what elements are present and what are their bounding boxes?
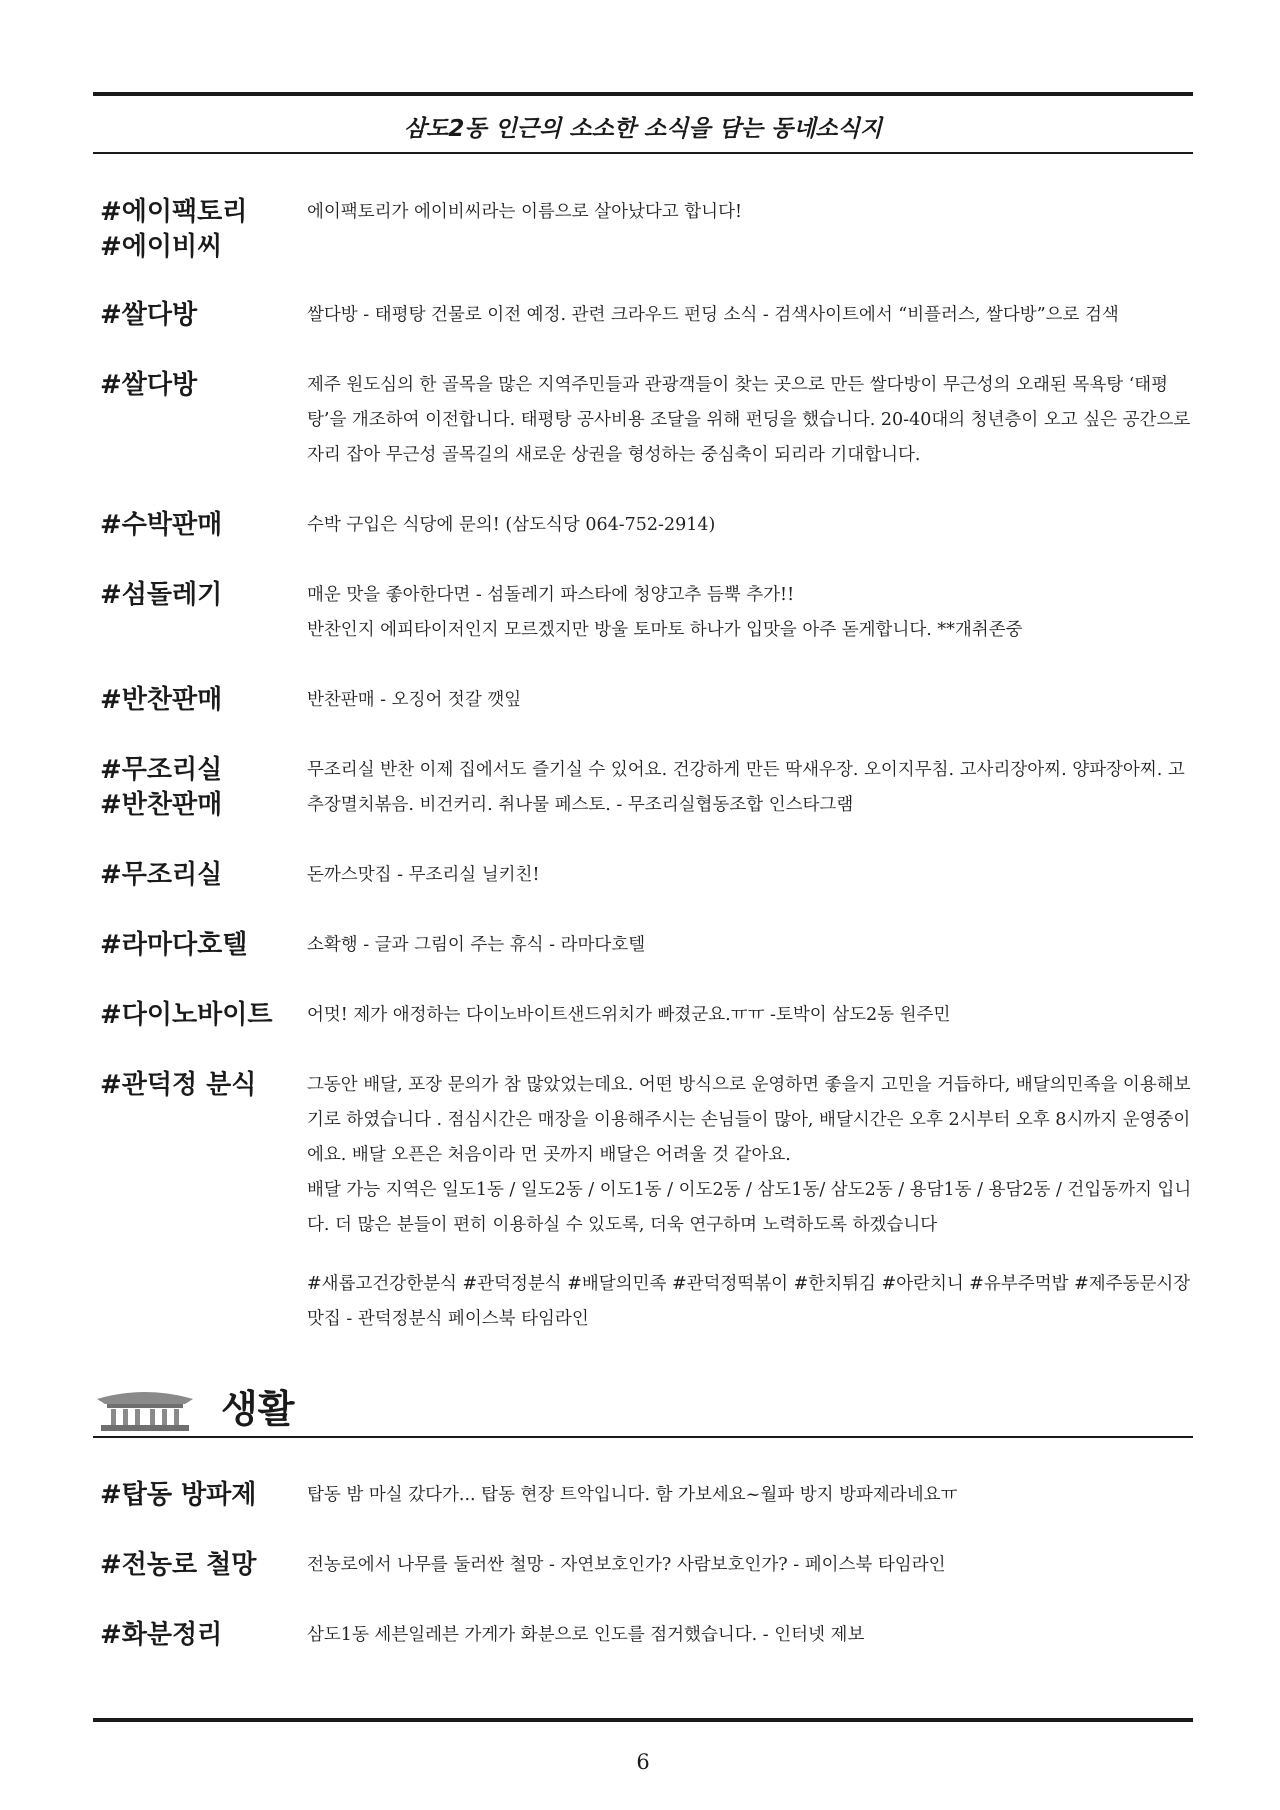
entry-text: 매운 맛을 좋아한다면 - 섬돌레기 파스타에 청양고추 듬뿍 추가!! [307, 585, 795, 605]
entry-tags [100, 858, 300, 893]
header-bottom-rule [93, 152, 1193, 154]
entry-tags [100, 753, 300, 823]
hashtag: #화분정리 [100, 1620, 223, 1650]
hashtag: #무조리실 [100, 755, 223, 785]
hashtag: #무조리실 [100, 860, 223, 890]
section-title: 생활 [221, 1387, 295, 1431]
entry-body [307, 753, 1197, 823]
entry-text: 수박 구입은 식당에 문의! (삼도식당 064-752-2914) [307, 515, 716, 535]
section-rule [93, 1436, 1193, 1438]
entry-body [307, 578, 1197, 648]
hashtag: #라마다호텔 [100, 930, 248, 960]
traditional-pavilion-icon [93, 1387, 197, 1433]
entry-tags [100, 998, 300, 1033]
entry-tags [100, 1068, 300, 1103]
life-section-heading [93, 1385, 1193, 1437]
entry-text: 제주 원도심의 한 골목을 많은 지역주민들과 관광객들이 찾는 곳으로 만든 쌀다방이 무근성의 오래된 목욕탕 ‘태평탕’을 개조하여 이전합니다. 태평탕 공사비용 조달을 위해 펀딩을 했습니다. 20-40대의 청년층이 오고 싶은 공간으로 자리 잡아 무근성 골목길의 새로운 상권을 형성하는 중심축이 되리라 기대합니다. [307, 375, 1191, 465]
entry-tags [100, 928, 300, 963]
entry-text: 반찬인지 에피타이저인지 모르겠지만 방울 토마토 하나가 입맛을 아주 돋게합니다. **개취존중 [307, 620, 1023, 640]
entry-text: 돈까스맛집 - 무조리실 닐키친! [307, 865, 540, 885]
newsletter-title: 삼도2동 인근의 소소한 소식을 담는 동네소식지 [403, 116, 883, 142]
entry-body [307, 1548, 1197, 1583]
entry-tags [100, 578, 300, 613]
entry-tags [100, 1618, 300, 1653]
hashtag: #관덕정 분식 [100, 1070, 257, 1100]
entry-body [307, 1068, 1197, 1337]
footer-rule [93, 1718, 1193, 1722]
hashtag: #전농로 철망 [100, 1550, 257, 1580]
entry-body [307, 298, 1197, 333]
entry-text: 전농로에서 나무를 둘러싼 철망 - 자연보호인가? 사람보호인가? - 페이스북 타임라인 [307, 1555, 946, 1575]
entry-body [307, 683, 1197, 718]
hashtag: #에이팩토리 [100, 197, 248, 227]
hashtag: #반찬판매 [100, 790, 223, 820]
entry-tags [100, 1548, 300, 1583]
entry-body [307, 928, 1197, 963]
entry-body [307, 195, 1197, 230]
entry-text: 소확행 - 글과 그림이 주는 휴식 - 라마다호텔 [307, 935, 646, 955]
entry-text: 쌀다방 - 태평탕 건물로 이전 예정. 관련 크라우드 펀딩 소식 - 검색사이트에서 “비플러스, 쌀다방”으로 검색 [307, 305, 1119, 325]
page-number: 6 [636, 1750, 650, 1774]
entry-text: 탑동 밤 마실 갔다가... 탑동 현장 트악입니다. 함 가보세요~월파 방지 방파제라네요ㅠ [307, 1485, 958, 1505]
entry-text: 무조리실 반찬 이제 집에서도 즐기실 수 있어요. 건강하게 만든 딱새우장. 오이지무침. 고사리장아찌. 양파장아찌. 고추장멸치볶음. 비건커리. 취나물 페스토. - 무조리실협동조합 인스타그램 [307, 760, 1185, 815]
entry-body [307, 368, 1197, 473]
hashtag: #탑동 방파제 [100, 1480, 257, 1510]
entry-body [307, 508, 1197, 543]
entry-body [307, 858, 1197, 893]
entry-text: 어멋! 제가 애정하는 다이노바이트샌드위치가 빠졌군요.ㅠㅠ -토박이 삼도2동 원주민 [307, 1005, 951, 1025]
entry-tags [100, 683, 300, 718]
entry-tags [100, 1478, 300, 1513]
entry-tags [100, 508, 300, 543]
hashtag: #섬돌레기 [100, 580, 223, 610]
entry-text: 에이팩토리가 에이비씨라는 이름으로 살아났다고 합니다! [307, 202, 743, 222]
header-top-rule [93, 92, 1193, 96]
entry-text: 그동안 배달, 포장 문의가 참 많았었는데요. 어떤 방식으로 운영하면 좋을지 고민을 거듭하다, 배달의민족을 이용해보기로 하였습니다 . 점심시간은 매장을 이용해주시는 손님들이 많아, 배달시간은 오후 2시부터 오후 8시까지 운영중이에요. 배달 오픈은 처음이라 먼 곳까지 배달은 어려울 것 같아요. [307, 1075, 1191, 1165]
entry-hashtags-text: #새롭고건강한분식 #관덕정분식 #배달의민족 #관덕정떡볶이 #한치튀김 #아란치니 #유부주먹밥 #제주동문시장맛집 - 관덕정분식 페이스북 타임라인 [307, 1274, 1191, 1329]
entry-body [307, 1618, 1197, 1653]
entry-body [307, 1478, 1197, 1513]
entry-tags [100, 195, 300, 265]
entry-text: 반찬판매 - 오징어 젓갈 깻잎 [307, 690, 522, 710]
hashtag: #쌀다방 [100, 300, 198, 330]
hashtag: #쌀다방 [100, 370, 198, 400]
hashtag: #다이노바이트 [100, 1000, 273, 1030]
hashtag: #반찬판매 [100, 685, 223, 715]
entry-body [307, 998, 1197, 1033]
hashtag: #수박판매 [100, 510, 223, 540]
entry-tags [100, 298, 300, 333]
entry-text: 배달 가능 지역은 일도1동 / 일도2동 / 이도1동 / 이도2동 / 삼도1동/ 삼도2동 / 용담1동 / 용담2동 / 건입동까지 입니다. 더 많은 분들이 편히 이용하실 수 있도록, 더욱 연구하며 노력하도록 하겠습니다 [307, 1180, 1192, 1235]
entry-text: 삼도1동 세븐일레븐 가게가 화분으로 인도를 점거했습니다. - 인터넷 제보 [307, 1625, 865, 1645]
entry-tags [100, 368, 300, 403]
hashtag: #에이비씨 [100, 232, 223, 262]
